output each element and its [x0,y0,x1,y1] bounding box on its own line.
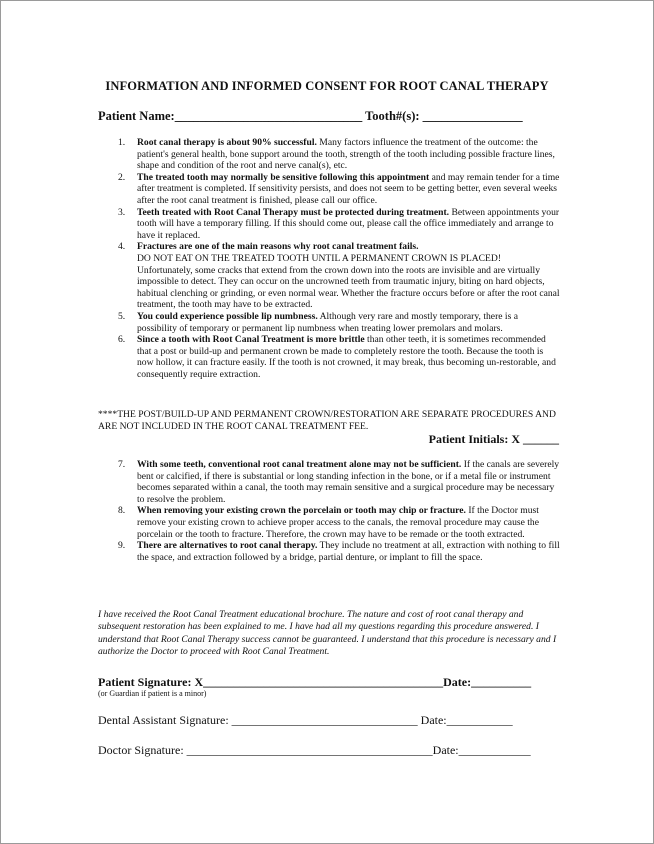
info-list-part-1 [98,137,560,380]
guardian-note: (or Guardian if patient is a minor) [98,689,207,698]
patient-initials-line: Patient Initials: X ______ [428,432,559,446]
warning-text: DO NOT EAT ON THE TREATED TOOTH UNTIL A PERMANENT CROWN IS PLACED! [137,252,502,264]
list-item: 9. There are alternatives to root canal therapy. They include no treatment at all, extraction with nothing to fill the space, and extraction followed by a bridge, partial denture, or implant to fill the space. [118,540,560,563]
list-item: 8. When removing your existing crown the porcelain or tooth may chip or fracture. If the Doctor must remove your existing crown to achieve proper access to the canals, the removal procedure may cause the porcelain or the tooth to fracture. Therefore, the crown may have to be remade or the tooth extracted. [118,505,539,540]
consent-statement: I have received the Root Canal Treatment educational brochure. The nature and cost of root canal therapy and subsequent restoration has been explained to me. I have had all my questions regarding this procedure answered. I understand that Root Canal Therapy success cannot be guaranteed. I understand that this procedure is necessary and I authorize the Doctor to proceed with Root Canal Treatment. [98,609,557,658]
patient-name-tooth-line: Patient Name:______________________________ Tooth#(s): ________________ [98,109,523,123]
list-item: 5. You could experience possible lip numbness. Although very rare and mostly temporary, there is a possibility of temporary or permanent lip numbness when treating lower premolars and molars. [118,310,518,334]
list-item: 3. Teeth treated with Root Canal Therapy must be protected during treatment. Between appointments your tooth will have a temporary filling. If this should come out, please call the office immediately and arrange to have it replaced. [118,206,560,241]
list-item: 6. Since a tooth with Root Canal Treatment is more brittle than other teeth, it is sometimes recommended that a post or build-up and permanent crown be made to completely restore the tooth. Because the tooth is now hollow, it can fracture easily. If the tooth is not crowned, it may break, thus becoming un-restorable, and consequently require extraction. [118,334,556,380]
form-title: INFORMATION AND INFORMED CONSENT FOR ROOT CANAL THERAPY [105,79,549,93]
list-item: 1. Root canal therapy is about 90% successful. Many factors influence the treatment of the outcome: the patient's general health, bone support around the tooth, strength of the tooth including possible fracture lines, shape and condition of the root and nerve canal(s), etc. [118,137,555,172]
patient-signature-line[interactable]: Patient Signature: X________________________________________Date:__________ [98,675,532,689]
info-list-part-2 [98,459,560,563]
list-item: 4. Fractures are one of the main reasons why root canal treatment fails. DO NOT EAT ON THE TREATED TOOTH UNTIL A PERMANENT CROWN IS PLACED! Unfortunately, some cracks that extend from the crown down into the roots are invisible and are virtually impossible to detect. They can occur on the uncrowned teeth from traumatic injury, biting on hard objects, habitual clenching or grinding, or even normal wear. Whether the fracture occurs before or after the root canal treatment, the tooth may have to be extracted. [118,241,560,311]
separate-procedures-note: ****THE POST/BUILD-UP AND PERMANENT CROWN/RESTORATION ARE SEPARATE PROCEDURES AND ARE NOT INCLUDED IN THE ROOT CANAL TREATMENT FEE. [98,409,556,432]
dental-assistant-signature-line[interactable]: Dental Assistant Signature: _______________________________ Date:___________ [98,713,513,727]
list-item: 2. The treated tooth may normally be sensitive following this appointment and may remain tender for a time after treatment is completed. If sensitivity persists, and does not seem to be getting better, even several weeks after the root canal treatment is finished, please call our office. [118,171,560,206]
doctor-signature-line[interactable]: Doctor Signature: _________________________________________Date:____________ [98,743,531,757]
list-item: 7. With some teeth, conventional root canal treatment alone may not be sufficient. If the canals are severely bent or calcified, if there is substantial or long standing infection in the bone, or if a metal file or instrument becomes separated within a canal, the tooth may remain sensitive and a surgical procedure may be necessary to resolve the problem. [118,459,560,505]
